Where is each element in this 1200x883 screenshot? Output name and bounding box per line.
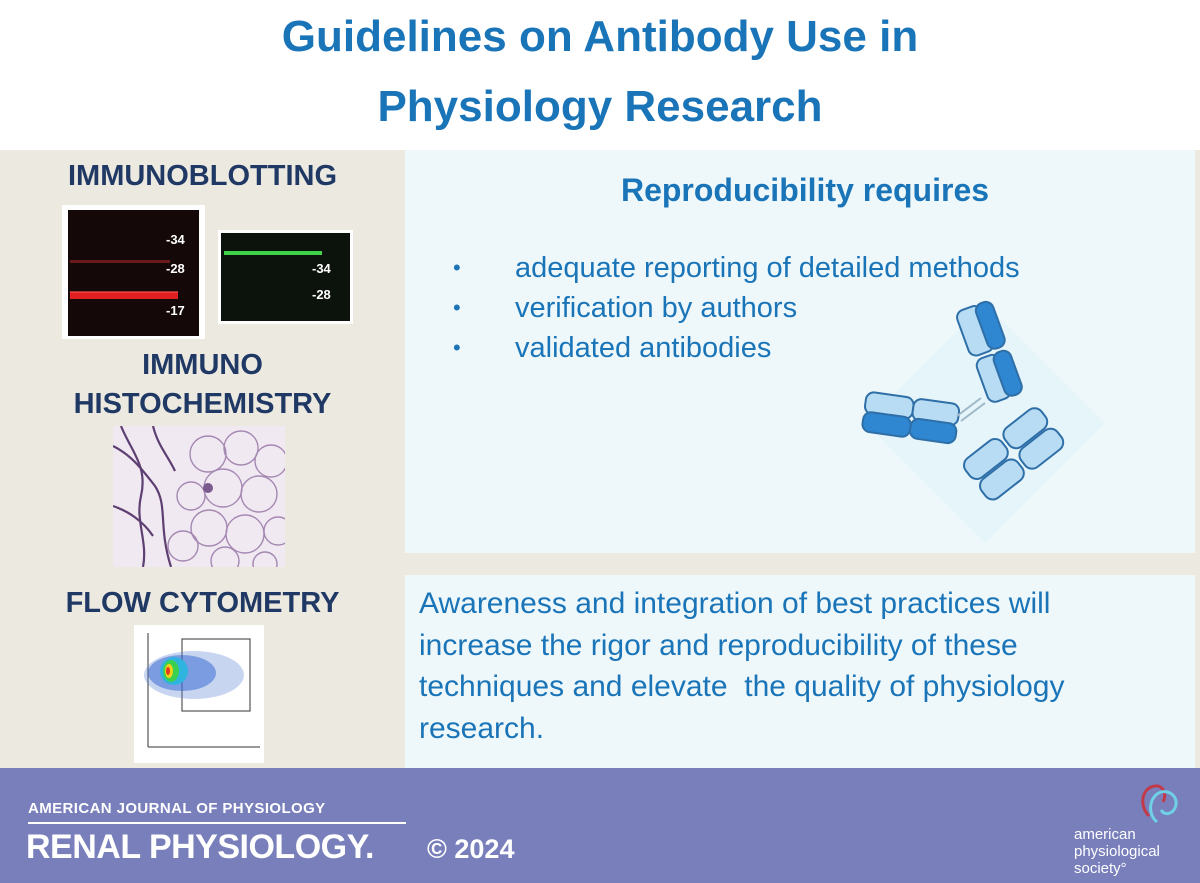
blot-marker: -28 (312, 287, 331, 302)
western-blot-red-image (62, 205, 205, 339)
society-name (1074, 826, 1160, 877)
journal-name-small: AMERICAN JOURNAL OF PHYSIOLOGY (28, 800, 326, 817)
list-item-text: verification by authors (515, 292, 798, 324)
list-item-text: adequate reporting of detailed methods (515, 252, 1020, 284)
blot-marker: -28 (166, 261, 185, 276)
title-line-1: Guidelines on Antibody Use in (281, 12, 919, 61)
page-title (0, 0, 1200, 150)
immunoblotting-heading: IMMUNOBLOTTING (67, 160, 337, 192)
immunohistochemistry-heading-line-2: HISTOCHEMISTRY (73, 388, 332, 420)
list-item: • verification by authors (453, 292, 798, 324)
awareness-line-3: techniques and elevate the quality of physiology (419, 670, 1065, 703)
reproducibility-box (405, 150, 1195, 553)
western-blot-green-image (218, 230, 353, 324)
antibody-icon (845, 293, 1125, 553)
flow-cytometry-plot (134, 625, 264, 763)
reproducibility-heading: Reproducibility requires (620, 172, 990, 208)
title-line-2: Physiology Research (377, 82, 823, 131)
awareness-line-1: Awareness and integration of best practices will (419, 587, 1051, 620)
blot-marker: -17 (166, 303, 185, 318)
list-item: • validated antibodies (453, 332, 772, 364)
histology-image (113, 426, 285, 567)
society-name-line-2: physiological (1074, 843, 1160, 860)
copyright: © 2024 (427, 834, 515, 864)
society-name-line-1: american (1074, 826, 1136, 843)
footer (0, 768, 1200, 883)
divider (1195, 150, 1200, 768)
awareness-box (405, 575, 1195, 768)
blot-marker: -34 (166, 232, 185, 247)
journal-name: RENAL PHYSIOLOGY. (26, 828, 374, 866)
list-item: • adequate reporting of detailed methods (453, 252, 1020, 284)
awareness-text (419, 583, 1179, 749)
awareness-line-4: research. (419, 711, 545, 745)
blot-marker: -34 (312, 261, 331, 276)
divider (405, 553, 1200, 575)
divider (28, 822, 406, 824)
awareness-line-2: increase the rigor and reproducibility of these (419, 628, 1018, 662)
society-name-line-3: society° (1074, 860, 1127, 877)
flow-cytometry-heading: FLOW CYTOMETRY (65, 587, 340, 619)
immunohistochemistry-heading-line-1: IMMUNO (142, 349, 263, 381)
list-item-text: validated antibodies (515, 332, 772, 364)
aps-logo-icon (1135, 780, 1185, 830)
